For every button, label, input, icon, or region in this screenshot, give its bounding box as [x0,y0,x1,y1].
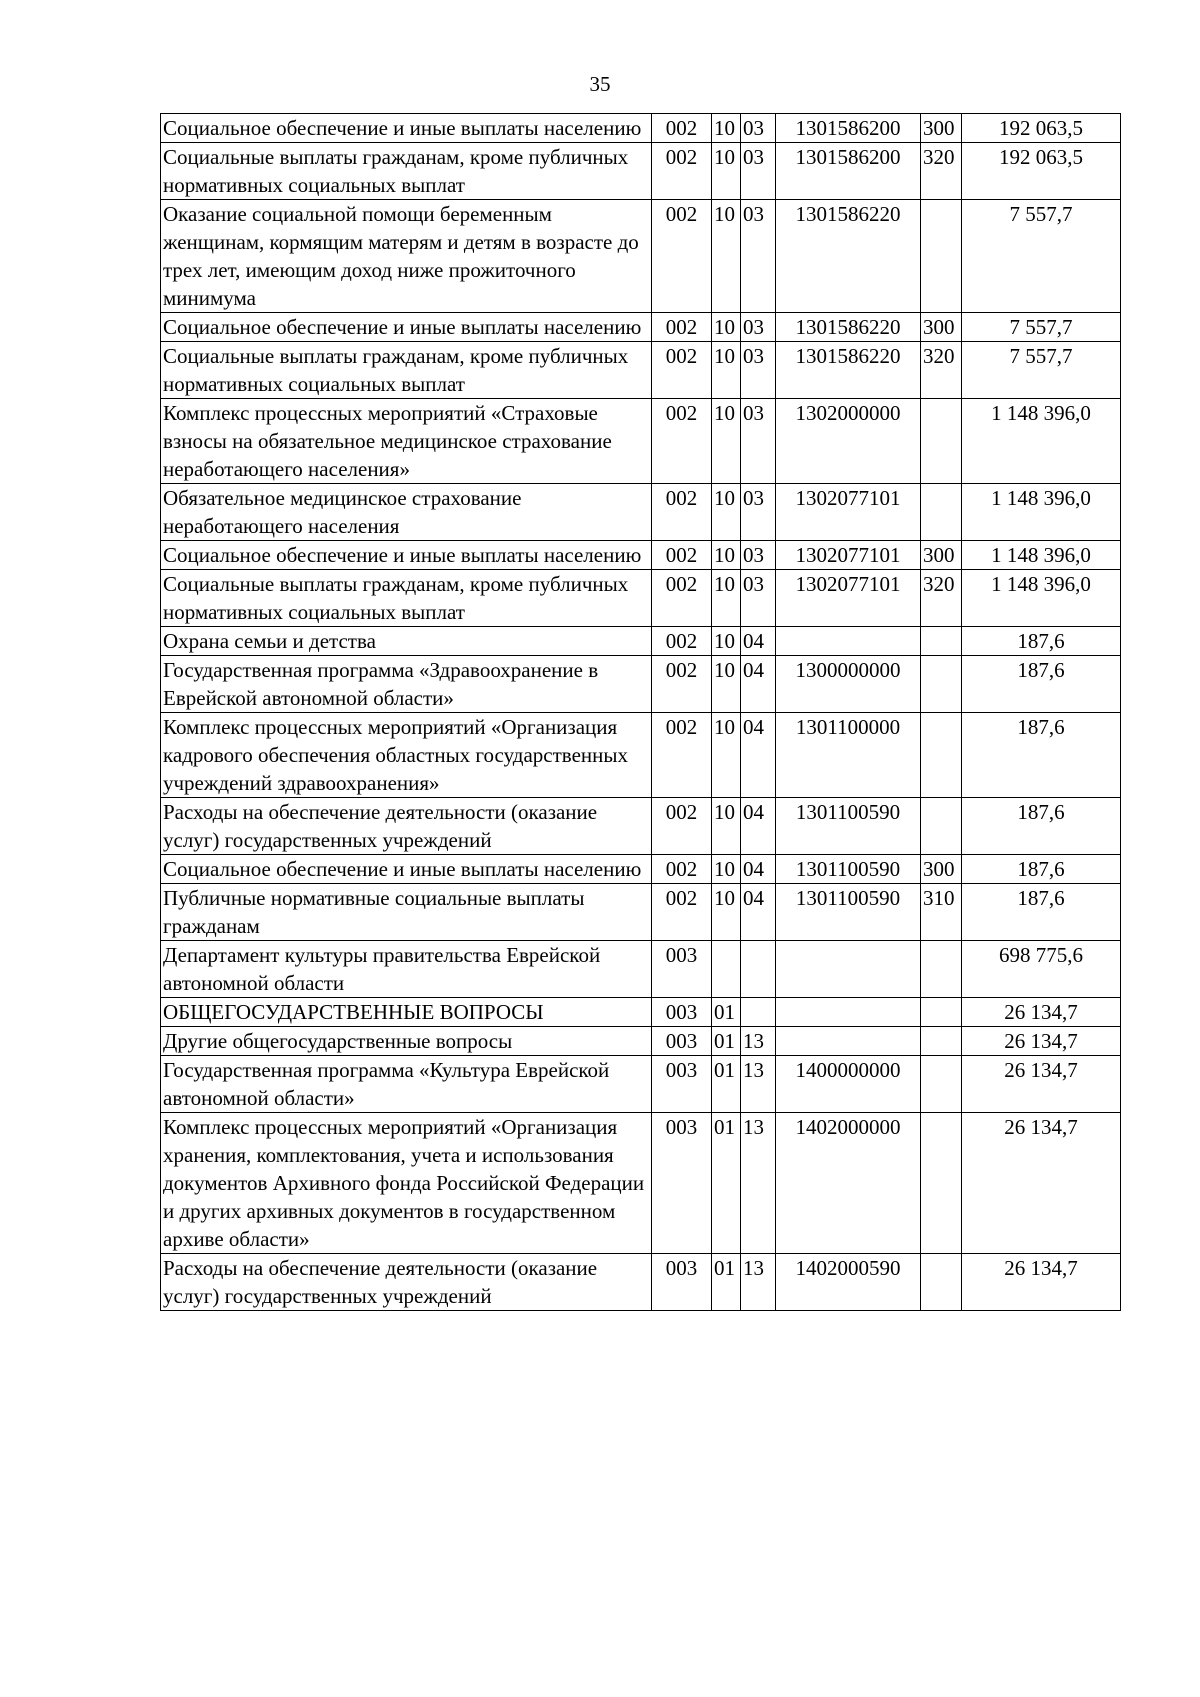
subsection-cell: 03 [741,541,776,570]
table-row [161,656,1121,713]
amount-cell: 26 134,7 [962,1027,1121,1056]
ved-cell: 002 [652,143,712,200]
expense-type-cell [921,399,962,484]
budget-table [160,113,1121,1311]
table-row [161,1027,1121,1056]
row-name-cell: Другие общегосударственные вопросы [161,1027,652,1056]
row-name-cell: Социальные выплаты гражданам, кроме публичных нормативных социальных выплат [161,143,652,200]
subsection-cell: 04 [741,656,776,713]
table-row [161,855,1121,884]
subsection-cell: 13 [741,1027,776,1056]
target-article-cell: 1301100590 [776,798,921,855]
table-row [161,313,1121,342]
expense-type-cell [921,798,962,855]
target-article-cell: 1302077101 [776,541,921,570]
section-cell: 10 [712,342,741,399]
subsection-cell: 03 [741,570,776,627]
table-row [161,1113,1121,1254]
subsection-cell: 04 [741,855,776,884]
target-article-cell: 1300000000 [776,656,921,713]
table-row [161,570,1121,627]
amount-cell: 1 148 396,0 [962,399,1121,484]
ved-cell: 002 [652,541,712,570]
amount-cell: 7 557,7 [962,313,1121,342]
amount-cell: 187,6 [962,798,1121,855]
expense-type-cell: 300 [921,855,962,884]
ved-cell: 002 [652,313,712,342]
target-article-cell [776,941,921,998]
amount-cell: 26 134,7 [962,1056,1121,1113]
target-article-cell: 1302077101 [776,570,921,627]
expense-type-cell [921,627,962,656]
expense-type-cell [921,1056,962,1113]
target-article-cell: 1302000000 [776,399,921,484]
table-row [161,484,1121,541]
amount-cell: 1 148 396,0 [962,484,1121,541]
expense-type-cell [921,1027,962,1056]
section-cell [712,941,741,998]
subsection-cell: 13 [741,1056,776,1113]
expense-type-cell [921,941,962,998]
section-cell: 10 [712,627,741,656]
table-row [161,713,1121,798]
expense-type-cell [921,1254,962,1311]
row-name-cell: Комплекс процессных мероприятий «Страховые взносы на обязательное медицинское страхование неработающего населения» [161,399,652,484]
row-name-cell: Публичные нормативные социальные выплаты гражданам [161,884,652,941]
target-article-cell: 1301586200 [776,114,921,143]
row-name-cell: Расходы на обеспечение деятельности (оказание услуг) государственных учреждений [161,1254,652,1311]
expense-type-cell [921,484,962,541]
expense-type-cell [921,200,962,313]
row-name-cell: Расходы на обеспечение деятельности (оказание услуг) государственных учреждений [161,798,652,855]
target-article-cell: 1301586220 [776,313,921,342]
expense-type-cell: 300 [921,114,962,143]
ved-cell: 003 [652,998,712,1027]
row-name-cell: Оказание социальной помощи беременным женщинам, кормящим матерям и детям в возрасте до трех лет, имеющим доход ниже прожиточного минимума [161,200,652,313]
row-name-cell: Департамент культуры правительства Еврейской автономной области [161,941,652,998]
ved-cell: 002 [652,884,712,941]
subsection-cell: 03 [741,484,776,541]
section-cell: 10 [712,399,741,484]
expense-type-cell: 310 [921,884,962,941]
subsection-cell: 03 [741,399,776,484]
amount-cell: 187,6 [962,855,1121,884]
target-article-cell: 1402000000 [776,1113,921,1254]
subsection-cell: 03 [741,342,776,399]
section-cell: 01 [712,1027,741,1056]
ved-cell: 002 [652,855,712,884]
target-article-cell: 1402000590 [776,1254,921,1311]
table-row [161,114,1121,143]
amount-cell: 26 134,7 [962,1113,1121,1254]
subsection-cell: 04 [741,713,776,798]
row-name-cell: Комплекс процессных мероприятий «Организация хранения, комплектования, учета и использования документов Архивного фонда Российской Федерации и других архивных документов в государственном архиве области» [161,1113,652,1254]
table-row [161,941,1121,998]
row-name-cell: Социальное обеспечение и иные выплаты населению [161,855,652,884]
expense-type-cell [921,713,962,798]
section-cell: 10 [712,656,741,713]
table-row [161,1254,1121,1311]
expense-type-cell: 320 [921,143,962,200]
ved-cell: 003 [652,1056,712,1113]
target-article-cell: 1301100590 [776,855,921,884]
section-cell: 10 [712,541,741,570]
row-name-cell: Государственная программа «Здравоохранение в Еврейской автономной области» [161,656,652,713]
ved-cell: 002 [652,342,712,399]
row-name-cell: Обязательное медицинское страхование неработающего населения [161,484,652,541]
section-cell: 10 [712,855,741,884]
section-cell: 10 [712,713,741,798]
subsection-cell: 13 [741,1254,776,1311]
subsection-cell: 03 [741,143,776,200]
amount-cell: 26 134,7 [962,1254,1121,1311]
table-row [161,798,1121,855]
row-name-cell: Охрана семьи и детства [161,627,652,656]
table-row [161,1056,1121,1113]
ved-cell: 003 [652,1027,712,1056]
table-row [161,884,1121,941]
row-name-cell: Социальные выплаты гражданам, кроме публичных нормативных социальных выплат [161,570,652,627]
section-cell: 10 [712,313,741,342]
target-article-cell [776,627,921,656]
target-article-cell [776,998,921,1027]
ved-cell: 003 [652,1254,712,1311]
row-name-cell: Государственная программа «Культура Еврейской автономной области» [161,1056,652,1113]
row-name-cell: Социальное обеспечение и иные выплаты населению [161,541,652,570]
expense-type-cell [921,1113,962,1254]
amount-cell: 7 557,7 [962,342,1121,399]
ved-cell: 002 [652,570,712,627]
ved-cell: 002 [652,484,712,541]
section-cell: 01 [712,998,741,1027]
amount-cell: 192 063,5 [962,114,1121,143]
section-cell: 01 [712,1113,741,1254]
expense-type-cell [921,998,962,1027]
row-name-cell: Социальные выплаты гражданам, кроме публичных нормативных социальных выплат [161,342,652,399]
row-name-cell: Социальное обеспечение и иные выплаты населению [161,114,652,143]
subsection-cell: 03 [741,114,776,143]
subsection-cell: 04 [741,884,776,941]
section-cell: 10 [712,484,741,541]
target-article-cell: 1400000000 [776,1056,921,1113]
subsection-cell: 13 [741,1113,776,1254]
amount-cell: 1 148 396,0 [962,570,1121,627]
table-row [161,627,1121,656]
table-row [161,399,1121,484]
expense-type-cell [921,656,962,713]
amount-cell: 187,6 [962,627,1121,656]
page-number: 35 [589,72,611,96]
ved-cell: 002 [652,656,712,713]
ved-cell: 002 [652,798,712,855]
section-cell: 10 [712,114,741,143]
amount-cell: 698 775,6 [962,941,1121,998]
table-row [161,200,1121,313]
subsection-cell: 03 [741,313,776,342]
table-row [161,342,1121,399]
row-name-cell: Социальное обеспечение и иные выплаты населению [161,313,652,342]
target-article-cell [776,1027,921,1056]
ved-cell: 002 [652,627,712,656]
amount-cell: 187,6 [962,656,1121,713]
subsection-cell: 03 [741,200,776,313]
expense-type-cell: 300 [921,541,962,570]
section-cell: 01 [712,1056,741,1113]
amount-cell: 187,6 [962,884,1121,941]
ved-cell: 002 [652,713,712,798]
section-cell: 01 [712,1254,741,1311]
amount-cell: 192 063,5 [962,143,1121,200]
subsection-cell: 04 [741,627,776,656]
expense-type-cell: 320 [921,342,962,399]
table-row [161,541,1121,570]
table-row [161,143,1121,200]
row-name-cell: ОБЩЕГОСУДАРСТВЕННЫЕ ВОПРОСЫ [161,998,652,1027]
table-row [161,998,1121,1027]
expense-type-cell: 320 [921,570,962,627]
amount-cell: 1 148 396,0 [962,541,1121,570]
ved-cell: 002 [652,114,712,143]
target-article-cell: 1301586220 [776,200,921,313]
subsection-cell: 04 [741,798,776,855]
expense-type-cell: 300 [921,313,962,342]
amount-cell: 187,6 [962,713,1121,798]
section-cell: 10 [712,570,741,627]
target-article-cell: 1301586220 [776,342,921,399]
section-cell: 10 [712,798,741,855]
target-article-cell: 1301100000 [776,713,921,798]
amount-cell: 7 557,7 [962,200,1121,313]
ved-cell: 003 [652,1113,712,1254]
section-cell: 10 [712,200,741,313]
target-article-cell: 1302077101 [776,484,921,541]
amount-cell: 26 134,7 [962,998,1121,1027]
subsection-cell [741,941,776,998]
ved-cell: 002 [652,399,712,484]
section-cell: 10 [712,143,741,200]
row-name-cell: Комплекс процессных мероприятий «Организация кадрового обеспечения областных государственных учреждений здравоохранения» [161,713,652,798]
subsection-cell [741,998,776,1027]
target-article-cell: 1301100590 [776,884,921,941]
target-article-cell: 1301586200 [776,143,921,200]
ved-cell: 002 [652,200,712,313]
section-cell: 10 [712,884,741,941]
ved-cell: 003 [652,941,712,998]
